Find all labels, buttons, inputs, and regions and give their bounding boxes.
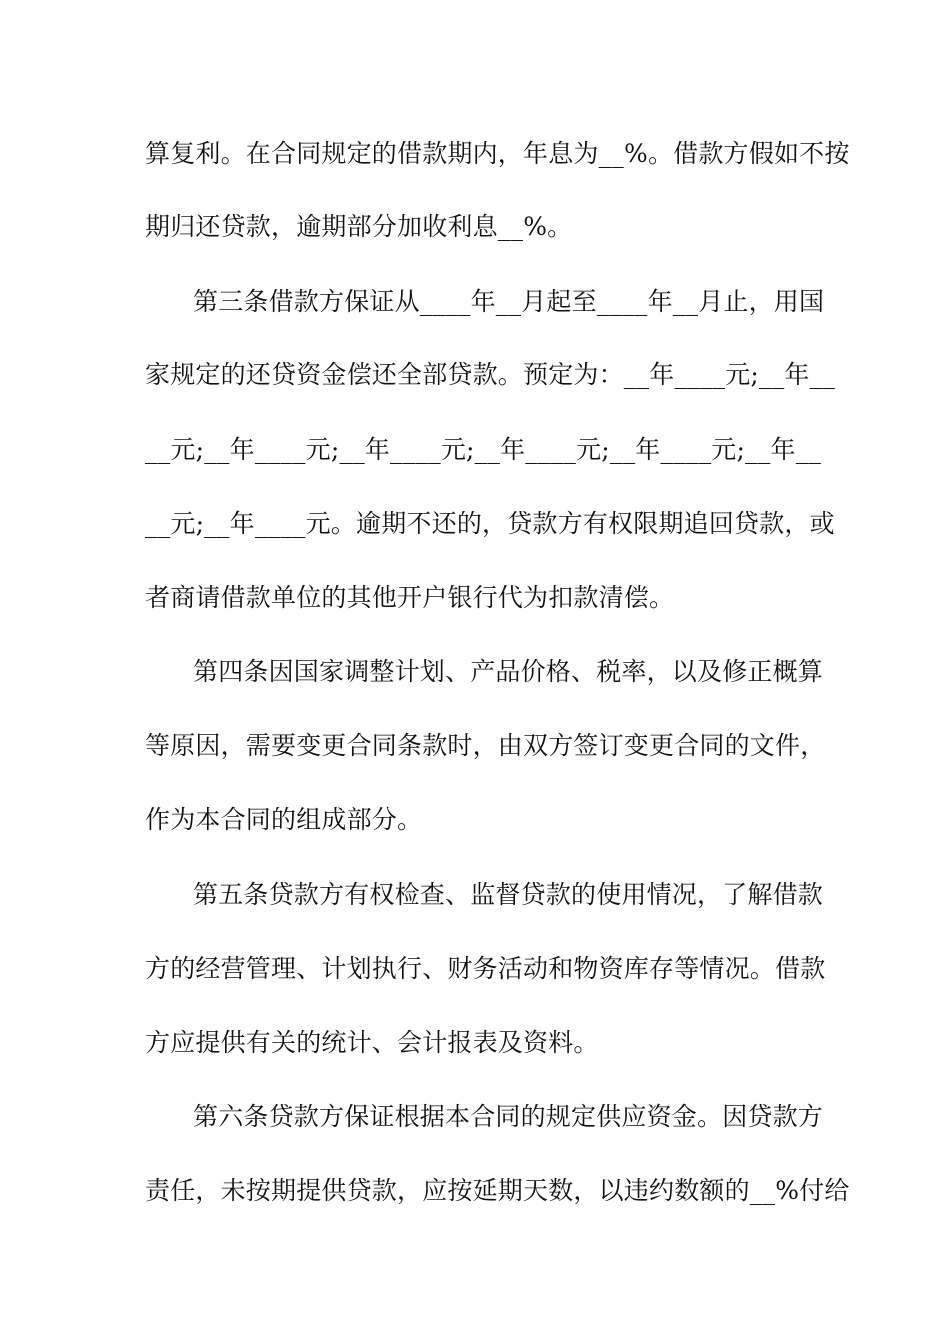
text-line: 家规定的还贷资金偿还全部贷款。预定为：__年____元;__年__ <box>145 360 836 389</box>
text-line: 算复利。在合同规定的借款期内，年息为__%。借款方假如不按 <box>145 139 850 168</box>
clause-5-start: 第五条贷款方有权检查、监督贷款的使用情况，了解借款 <box>193 880 824 909</box>
text-line: 者商请借款单位的其他开户银行代为扣款清偿。 <box>145 583 675 612</box>
text-line: 作为本合同的组成部分。 <box>145 805 423 834</box>
text-line: __元;__年____元。逾期不还的，贷款方有权限期追回贷款，或 <box>145 509 835 538</box>
clause-3-start: 第三条借款方保证从____年__月起至____年__月止，用国 <box>193 287 825 316</box>
text-line: 等原因，需要变更合同条款时，由双方签订变更合同的文件， <box>145 731 826 760</box>
text-line: 责任，未按期提供贷款，应按延期天数，以违约数额的__%付给 <box>145 1176 850 1205</box>
clause-6-start: 第六条贷款方保证根据本合同的规定供应资金。因贷款方 <box>193 1102 824 1131</box>
text-line: 方的经营管理、计划执行、财务活动和物资库存等情况。借款 <box>145 954 826 983</box>
text-line: 方应提供有关的统计、会计报表及资料。 <box>145 1028 599 1057</box>
text-line: __元;__年____元;__年____元;__年____元;__年____元;__年__ <box>145 435 822 464</box>
clause-4-start: 第四条因国家调整计划、产品价格、税率，以及修正概算 <box>193 657 824 686</box>
text-line: 期归还贷款，逾期部分加收利息__%。 <box>145 212 573 241</box>
